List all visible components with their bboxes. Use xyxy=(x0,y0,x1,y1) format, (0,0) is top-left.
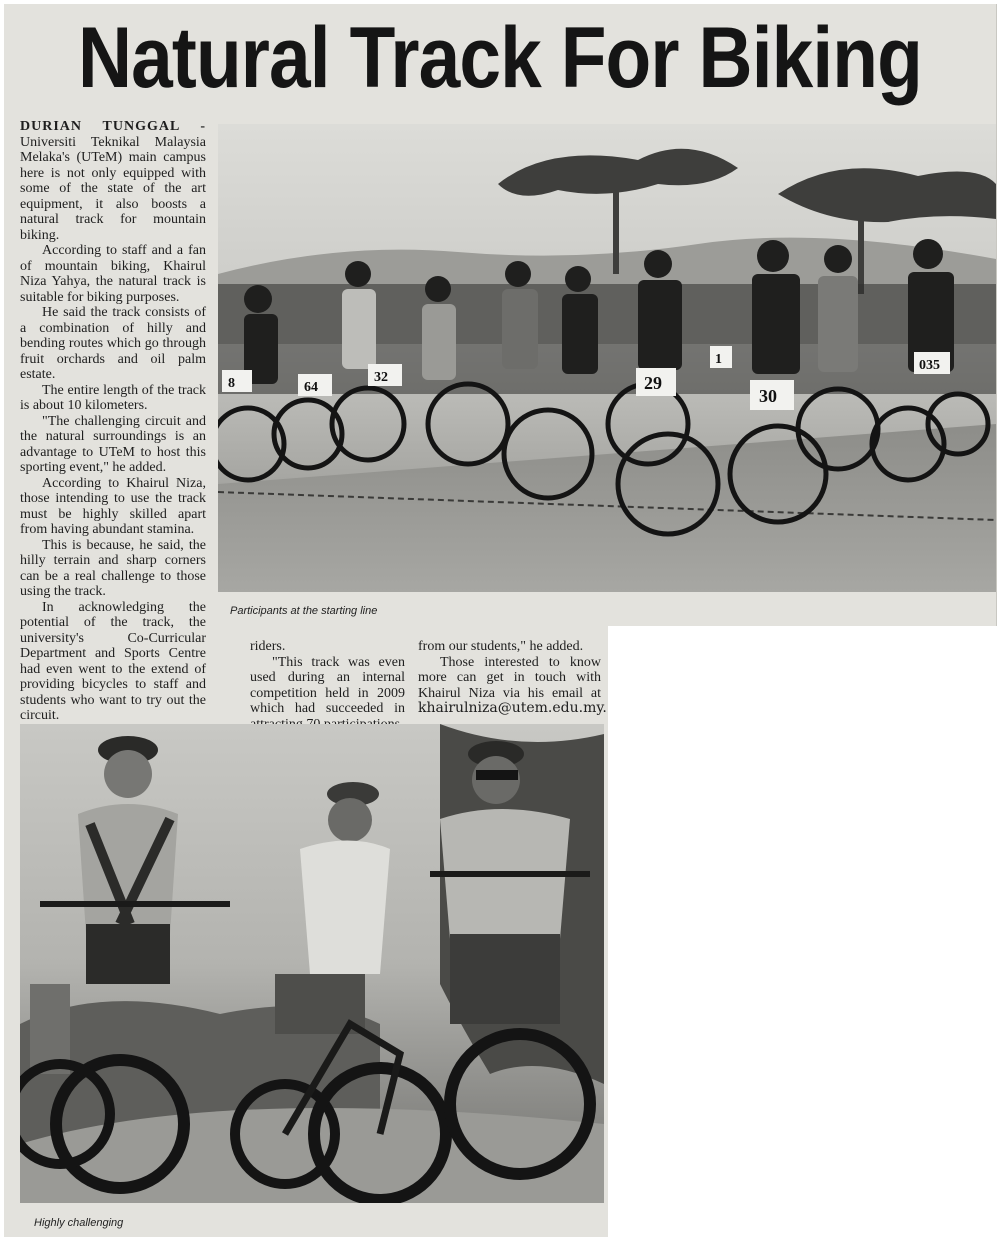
article-column-2 xyxy=(250,639,405,732)
body-paragraph: "The challenging circuit and the natural surroundings is an advantage to UTeM to host this sporting event," he added. xyxy=(20,413,206,475)
starting-line-illustration xyxy=(218,124,996,592)
caption-starting-line: Participants at the starting line xyxy=(230,605,378,617)
riders-illustration xyxy=(20,724,604,1203)
body-paragraph: According to Khairul Niza, those intending to use the track must be highly skilled apart from having abundant stamina. xyxy=(20,475,206,537)
bib-number: 035 xyxy=(919,358,940,373)
body-paragraph: In acknowledging the potential of the track, the university's Co-Curricular Department and Sports Centre had even went to the extend of providing bicycles to staff and students who want to try out the circuit. xyxy=(20,599,206,723)
continuation-text: riders. xyxy=(250,639,286,654)
bib-number: 8 xyxy=(228,376,235,391)
continuation-text: from our students," he added. xyxy=(418,639,584,654)
body-paragraph: The entire length of the track is about 10 kilometers. xyxy=(20,382,206,413)
body-paragraph: According to staff and a fan of mountain biking, Khairul Niza Yahya, the natural track is suitable for biking purposes. xyxy=(20,243,206,305)
article-column-1 xyxy=(20,119,206,755)
article-column-3 xyxy=(418,639,607,717)
body-paragraph xyxy=(418,654,607,717)
body-paragraph: This is because, he said, the hilly terrain and sharp corners can be a real challenge to those using the track. xyxy=(20,537,206,599)
body-paragraph: "This track was even used during an internal competition held in 2009 which had succeeded in xyxy=(250,654,405,716)
bib-number: 32 xyxy=(374,370,388,385)
contact-email: khairulniza@utem.edu.my. xyxy=(418,700,607,716)
lead-text: Universiti Teknikal Malaysia Melaka's (UTeM) main campus here is not only equipped with some of the state of the art equipment, it also boosts a natural track for mountain biking. xyxy=(20,134,206,243)
dateline: DURIAN TUNGGAL - xyxy=(20,119,206,134)
bib-number: 64 xyxy=(304,380,318,395)
bib-number: 1 xyxy=(715,352,722,367)
headline: Natural Track For Biking xyxy=(78,10,922,106)
photo-highly-challenging xyxy=(20,724,604,1203)
lead-paragraph xyxy=(20,119,206,243)
body-paragraph: He said the track consists of a combination of hilly and bending routes which go through fruit orchards and oil palm estate. xyxy=(20,305,206,382)
photo-starting-line xyxy=(218,124,996,592)
bib-number: 30 xyxy=(759,386,777,406)
caption-highly-challenging: Highly challenging xyxy=(34,1217,124,1229)
contact-text: Those interested to know more can get in touch with Khairul Niza via his email at xyxy=(418,654,601,701)
bib-number: 29 xyxy=(644,373,662,393)
clipping-cutout xyxy=(608,626,1000,1241)
